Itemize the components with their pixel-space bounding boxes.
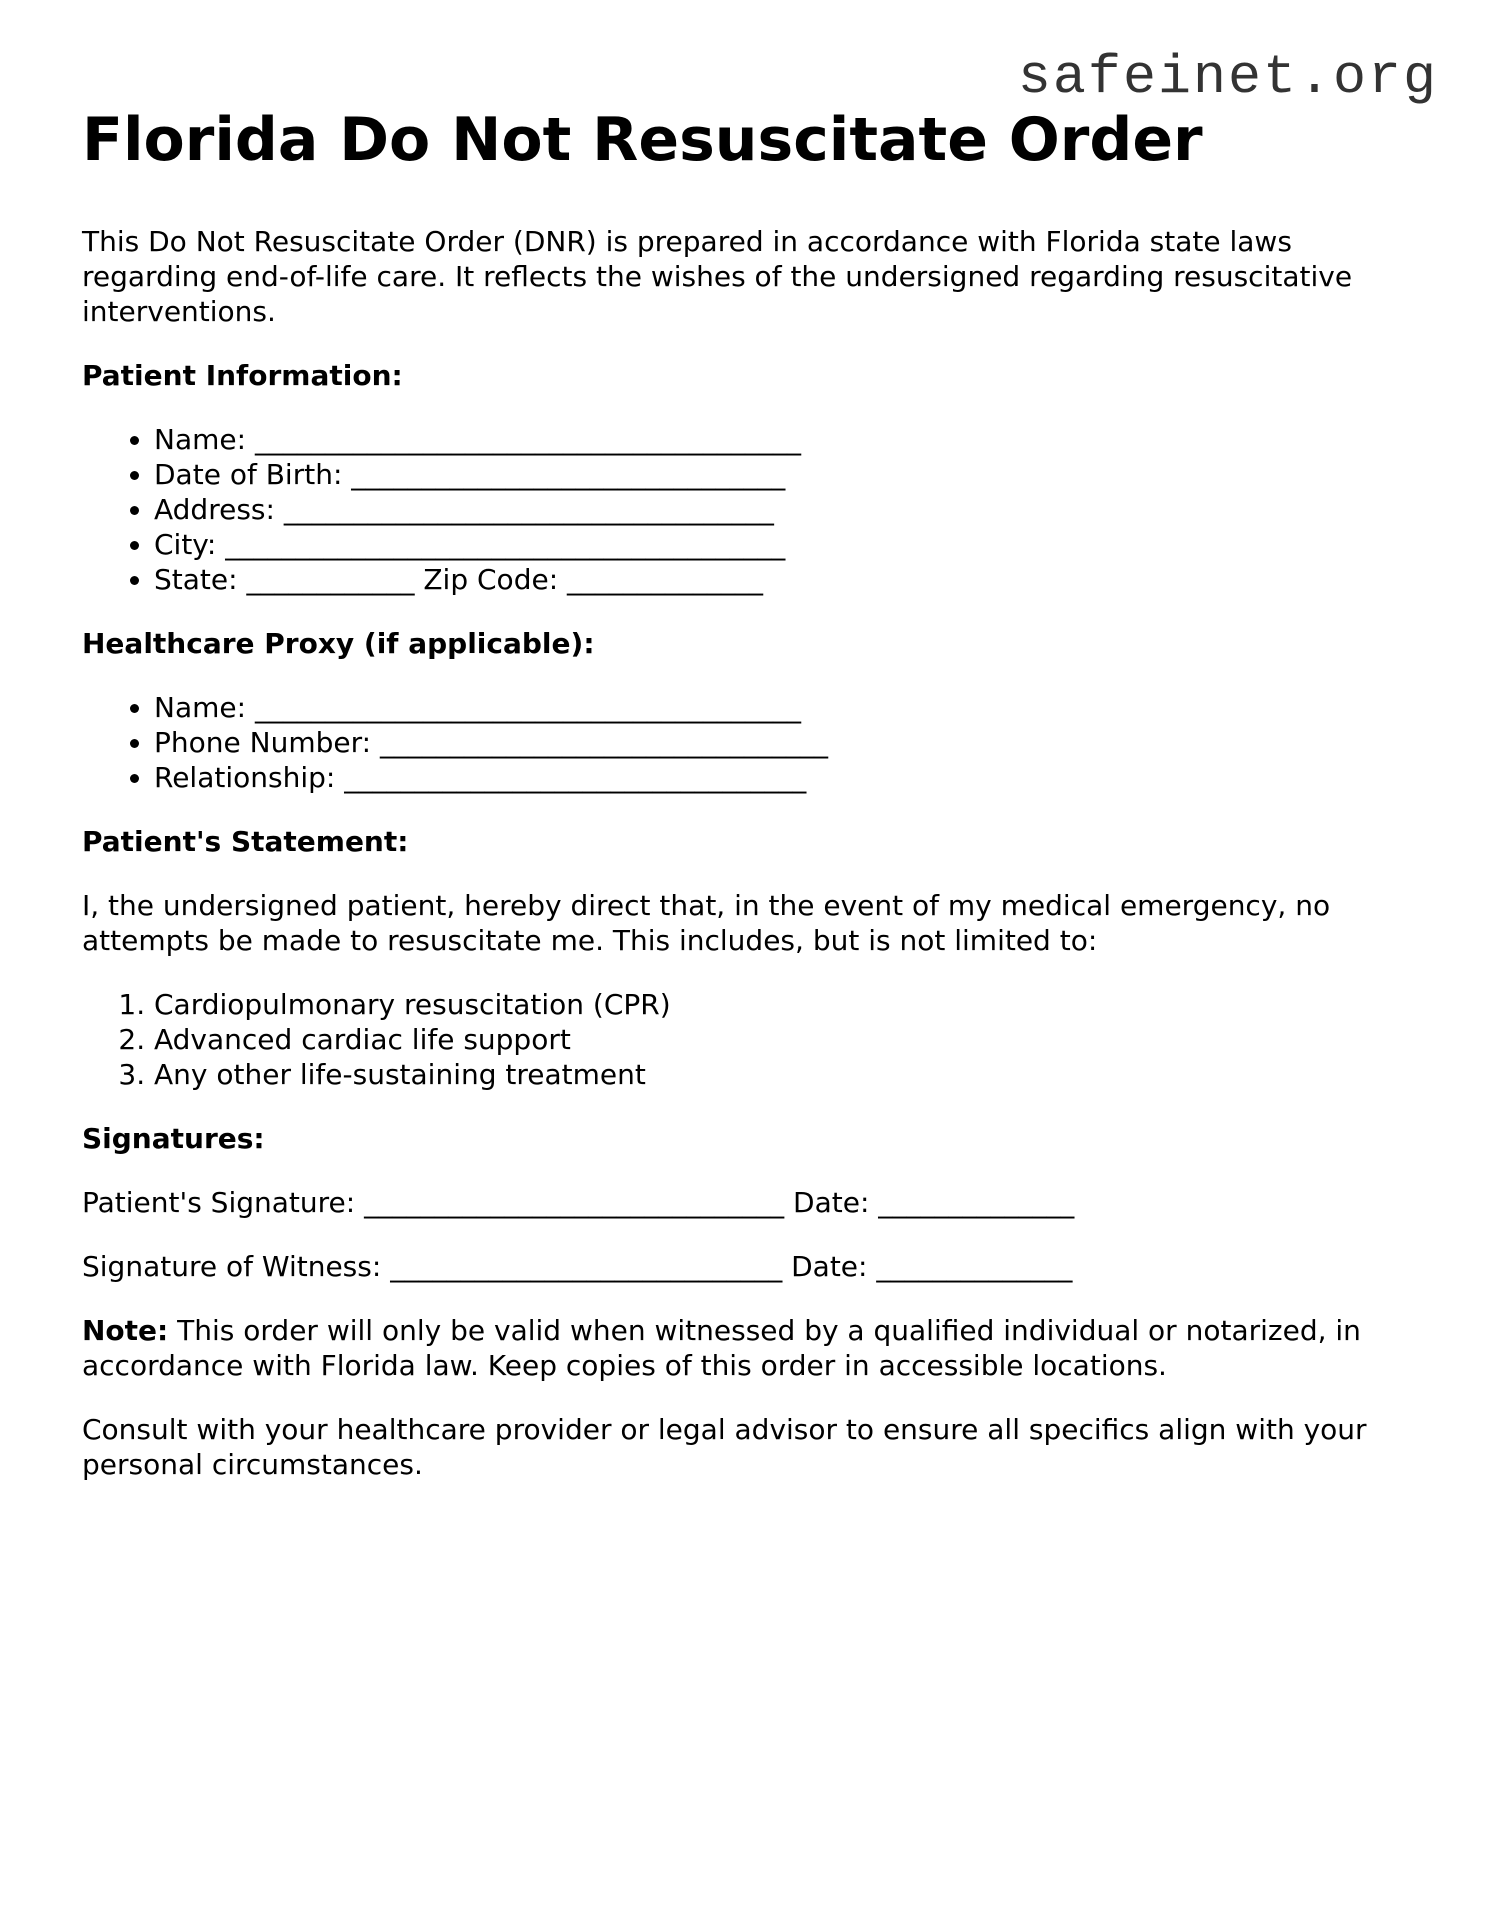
patient-name-field (154, 422, 1422, 457)
date-label: Date: (793, 1186, 870, 1219)
date-blank[interactable]: ______________ (878, 1186, 1075, 1219)
page-title: Florida Do Not Resuscitate Order (82, 105, 1203, 175)
signature-blank[interactable]: ____________________________ (390, 1250, 783, 1283)
statement-heading: Patient's Statement: (82, 825, 409, 858)
watermark: safeinet.org (1017, 46, 1438, 109)
date-blank[interactable]: ______________ (876, 1250, 1073, 1283)
field-label: State: (154, 563, 238, 596)
patient-dob-field (154, 457, 1422, 492)
fill-blank[interactable]: ___________________________________ (283, 493, 774, 526)
patient-city-field (154, 527, 1422, 562)
statement-list (82, 987, 1422, 1092)
intro-paragraph: This Do Not Resuscitate Order (DNR) is prepared in accordance with Florida state laws regarding end-of-life care. It reflects the wishes of the undersigned regarding resuscitative interventions. (82, 225, 1353, 328)
fill-blank[interactable]: ____________ (246, 563, 415, 596)
document-body (82, 100, 1422, 1511)
field-label: Relationship: (154, 761, 336, 794)
proxy-phone-field (154, 725, 1422, 760)
date-label: Date: (791, 1250, 868, 1283)
field-label: Address: (154, 493, 275, 526)
list-item: 3. Any other life-sustaining treatment (154, 1057, 1422, 1092)
list-item: 2. Advanced cardiac life support (154, 1022, 1422, 1057)
witness-signature-line (82, 1249, 1422, 1284)
proxy-list (82, 690, 1422, 795)
fill-blank[interactable]: _______________________________________ (254, 423, 801, 456)
signatures-heading: Signatures: (82, 1122, 265, 1155)
field-label: Date of Birth: (154, 458, 343, 491)
field-label: Name: (154, 423, 247, 456)
proxy-name-field (154, 690, 1422, 725)
note-label: Note: (82, 1314, 169, 1347)
field-label: Signature of Witness: (82, 1250, 382, 1283)
field-label: Patient's Signature: (82, 1186, 356, 1219)
list-item: 1. Cardiopulmonary resuscitation (CPR) (154, 987, 1422, 1022)
closing-paragraph: Consult with your healthcare provider or legal advisor to ensure all specifics align with your personal circumstances. (82, 1413, 1367, 1481)
proxy-heading: Healthcare Proxy (if applicable): (82, 627, 595, 660)
patient-info-heading: Patient Information: (82, 359, 403, 392)
fill-blank[interactable]: ________________________________ (379, 726, 828, 759)
patient-address-field (154, 492, 1422, 527)
patient-signature-line (82, 1185, 1422, 1220)
fill-blank[interactable]: ________________________________________ (225, 528, 786, 561)
patient-info-list (82, 422, 1422, 597)
fill-blank[interactable]: _______________________________ (351, 458, 786, 491)
patient-state-zip-field (154, 562, 1422, 597)
note-paragraph (82, 1313, 1422, 1383)
field-label: Name: (154, 691, 247, 724)
fill-blank[interactable]: _______________________________________ (254, 691, 801, 724)
signature-blank[interactable]: ______________________________ (364, 1186, 785, 1219)
statement-paragraph: I, the undersigned patient, hereby direct that, in the event of my medical emergency, no attempts be made to resuscitate me. This includes, but is not limited to: (82, 889, 1331, 957)
field-label: City: (154, 528, 217, 561)
note-text: This order will only be valid when witnessed by a qualified individual or notarized, in accordance with Florida law. Keep copies of this order in accessible locations. (82, 1314, 1361, 1382)
fill-blank[interactable]: _________________________________ (344, 761, 807, 794)
field-label: Zip Code: (423, 563, 559, 596)
field-label: Phone Number: (154, 726, 372, 759)
proxy-relationship-field (154, 760, 1422, 795)
fill-blank[interactable]: ______________ (567, 563, 764, 596)
